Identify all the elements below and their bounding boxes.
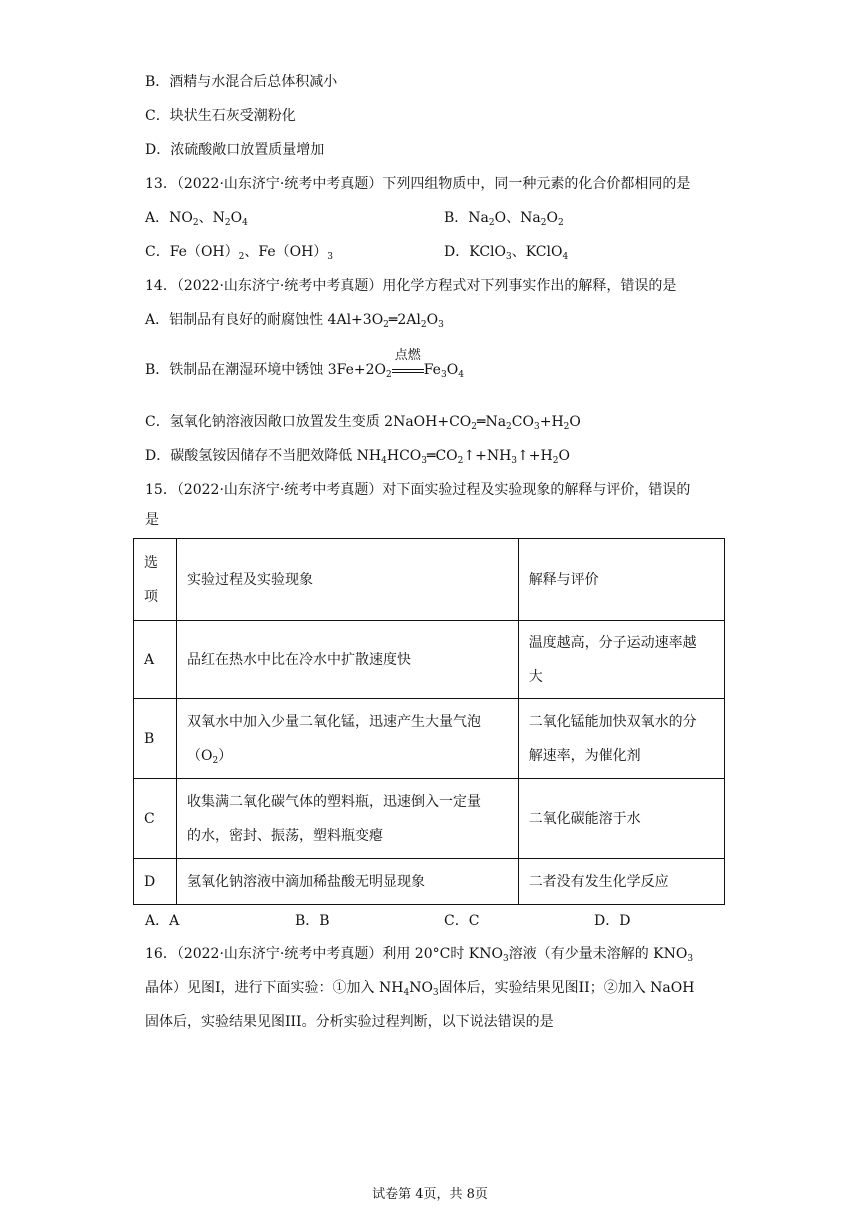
q13-stem: 13．（2022·山东济宁·统考中考真题）下列四组物质中，同一种元素的化合价都相同的是 xyxy=(145,176,691,192)
table-row xyxy=(134,699,725,779)
page-footer: 试卷第 4页，共 8页 xyxy=(372,1187,488,1202)
row-option: A xyxy=(134,621,177,699)
header-process: 实验过程及实验现象 xyxy=(176,539,518,621)
q15-answer-c: C．C xyxy=(444,913,480,929)
q14-option-a: A．铝制品有良好的耐腐蚀性 $4Al+3O_2═2Al_2O_3$ xyxy=(145,312,444,330)
row-evaluation: 温度越高，分子运动速率越 大 xyxy=(518,621,724,699)
row-option: D xyxy=(134,859,177,905)
row-evaluation: 二者没有发生化学反应 xyxy=(518,859,724,905)
header-option: 选 项 xyxy=(134,539,177,621)
q13-option-a: A．$NO_2$、$N_2O_4$ xyxy=(145,210,248,228)
table-header-row xyxy=(134,539,725,621)
table-row xyxy=(134,779,725,859)
q15-stem-line1: 15．（2022·山东济宁·统考中考真题）对下面实验过程及实验现象的解释与评价，错误的 xyxy=(145,482,691,498)
q14-stem: 14．（2022·山东济宁·统考中考真题）用化学方程式对下列事实作出的解释，错误的是 xyxy=(145,278,677,294)
q14-option-d: D．碳酸氢铵因储存不当肥效降低 $NH_4HCO_3═CO_2↑+NH_3↑+H_2O$ xyxy=(145,448,570,466)
q15-table xyxy=(133,538,725,905)
q13-option-b: B．$Na_2O$、$Na_2O_2$ xyxy=(444,210,564,228)
reaction-condition-sign: 点燃 xyxy=(392,360,424,380)
row-process: 双氧水中加入少量二氧化锰，迅速产生大量气泡 $(O_2)$ xyxy=(176,699,518,779)
q12-option-c: C．块状生石灰受潮粉化 xyxy=(145,108,296,124)
row-evaluation: 二氧化碳能溶于水 xyxy=(518,779,724,859)
q12-option-d: D．浓硫酸敞口放置质量增加 xyxy=(145,142,325,158)
q13-option-c: C．$Fe(OH)_2$、$Fe(OH)_3$ xyxy=(145,244,334,262)
table-row xyxy=(134,621,725,699)
row-process: 品红在热水中比在冷水中扩散速度快 xyxy=(176,621,518,699)
q14-option-c: C．氢氧化钠溶液因敞口放置发生变质 $2NaOH+CO_2═Na_2CO_3+H_2O$ xyxy=(145,414,581,432)
q16-line3: 固体后，实验结果见图III。分析实验过程判断，以下说法错误的是 xyxy=(145,1014,554,1030)
q15-answer-d: D．D xyxy=(594,913,631,929)
row-evaluation: 二氧化锰能加快双氧水的分 解速率，为催化剂 xyxy=(518,699,724,779)
q13-option-d: D．KClO$_3$、KClO$_4$ xyxy=(444,244,569,262)
row-option: B xyxy=(134,699,177,779)
header-evaluation: 解释与评价 xyxy=(518,539,724,621)
row-process: 收集满二氧化碳气体的塑料瓶，迅速倒入一定量 的水，密封、振荡，塑料瓶变瘪 xyxy=(176,779,518,859)
table-row xyxy=(134,859,725,905)
q14-option-b: B．铁制品在潮湿环境中锈蚀 $3Fe+2O_2$ 点燃 $Fe_3O_4$ xyxy=(145,348,464,380)
q15-stem-line2: 是 xyxy=(145,512,159,528)
row-option: C xyxy=(134,779,177,859)
row-process: 氢氧化钠溶液中滴加稀盐酸无明显现象 xyxy=(176,859,518,905)
q15-answer-a: A．A xyxy=(145,913,180,929)
q15-answer-b: B．B xyxy=(295,913,330,929)
q16-line2: 晶体）见图I，进行下面实验：①加入 $NH_4NO_3$固体后，实验结果见图II；②加入 NaOH xyxy=(145,980,695,998)
q16-line1: 16．（2022·山东济宁·统考中考真题）利用 20°C时 $KNO_3$溶液（有少量未溶解的 $KNO_3$ xyxy=(145,946,694,964)
q12-option-b: B．酒精与水混合后总体积减小 xyxy=(145,74,338,90)
